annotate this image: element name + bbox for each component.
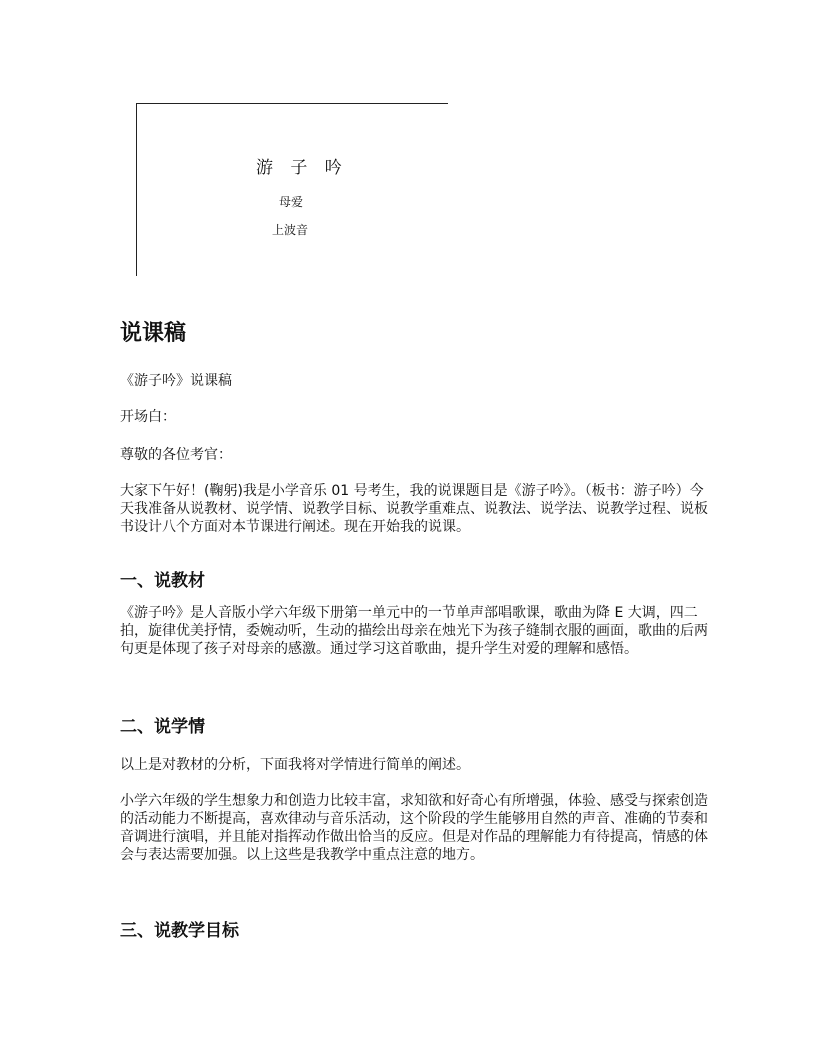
- paragraph-students-detail: 小学六年级的学生想象力和创造力比较丰富，求知欲和好奇心有所增强，体验、感受与探索创造的活动能力不断提高，喜欢律动与音乐活动，这个阶段的学生能够用自然的声音、准确的节奏和音调进行演唱，并且能对指挥动作做出恰当的反应。但是对作品的理解能力有待提高，情感的体会与表达需要加强。以上这些是我教学中重点注意的地方。: [120, 793, 708, 863]
- paragraph-greeting: 尊敬的各位考官：: [120, 447, 232, 463]
- cover-author: 上波音: [272, 223, 309, 237]
- cover-top-rule: [136, 103, 448, 104]
- paragraph-opening: 开场白：: [120, 409, 176, 425]
- paragraph-doc-name: 《游子吟》说课稿: [120, 373, 232, 389]
- paragraph-students-intro: 以上是对教材的分析，下面我将对学情进行简单的阐述。: [120, 757, 470, 773]
- cover-title: 游 子 吟: [256, 158, 348, 178]
- cover-subtitle: 母爱: [279, 195, 304, 209]
- paragraph-intro: 大家下午好！(鞠躬)我是小学音乐 01 号考生，我的说课题目是《游子吟》。（板书：游子吟）今天我准备从说教材、说学情、说教学目标、说教学重难点、说教法、说学法、说教学过程、说板书设计八个方面对本节课进行阐述。现在开始我的说课。: [120, 483, 708, 535]
- cover-box: [136, 103, 448, 276]
- paragraph-textbook: 《游子吟》是人音版小学六年级下册第一单元中的一节单声部唱歌课，歌曲为降 E 大调，四二拍，旋律优美抒情，委婉动听，生动的描绘出母亲在烛光下为孩子缝制衣服的画面，歌曲的后两句更是体现了孩子对母亲的感激。通过学习这首歌曲，提升学生对爱的理解和感悟。: [120, 605, 708, 657]
- section-heading-textbook: 一、说教材: [120, 571, 205, 591]
- section-heading-students: 二、说学情: [120, 717, 205, 737]
- section-heading-objectives: 三、说教学目标: [120, 921, 239, 941]
- document-title: 说课稿: [120, 321, 187, 346]
- cover-left-rule: [136, 103, 137, 276]
